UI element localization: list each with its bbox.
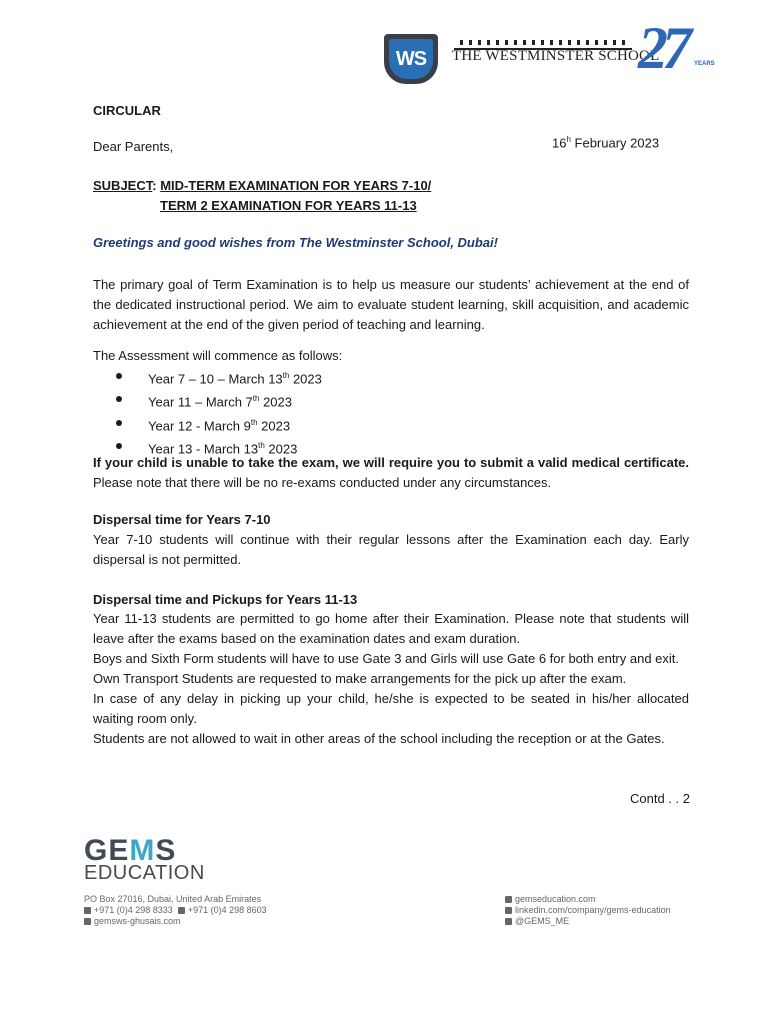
- pickup-paragraph-1: Year 11-13 students are permitted to go home after their Examination. Please note that students will leave after the exams based on the examination dates and exam duration.: [93, 611, 689, 646]
- medical-note-bold: If your child is unable to take the exam, we will require you to submit a valid medical certificate.: [93, 455, 689, 470]
- footer-social-left: [84, 916, 267, 927]
- anniversary-label: YEARS: [694, 61, 715, 67]
- social-icon: [505, 918, 512, 925]
- goal-paragraph: The primary goal of Term Examination is to help us measure our students’ achievement at the end of the dedicated instructional period. We aim to evaluate student learning, skill acquisition, and academic achievement at the end of the given period of teaching and learning.: [93, 277, 689, 332]
- list-item: Year 7 – 10 – March 13th 2023: [110, 366, 322, 389]
- pickup-paragraph-4: In case of any delay in picking up your child, he/she is expected to be seated in his/her allocated waiting room only.: [93, 691, 689, 726]
- letter-date: [552, 130, 659, 153]
- schedule-list: [110, 366, 322, 459]
- footer-contact-right: [505, 894, 671, 927]
- subject-label: SUBJECT: [93, 178, 153, 193]
- section-text-years-7-10: Year 7-10 students will continue with their regular lessons after the Examination each day. Early dispersal is not permitted.: [93, 532, 689, 567]
- footer-website[interactable]: gemseducation.com: [515, 894, 596, 904]
- list-item: Year 12 - March 9th 2023: [110, 413, 322, 436]
- pickup-paragraph-3: Own Transport Students are requested to make arrangements for the pick up after the exam.: [93, 671, 627, 686]
- footer-website-row: [505, 894, 671, 905]
- footer-contact-left: [84, 894, 267, 927]
- footer-handle-row: [505, 916, 671, 927]
- pickup-paragraph-2: Boys and Sixth Form students will have to use Gate 3 and Girls will use Gate 6 for both entry and exit.: [93, 651, 680, 666]
- footer-handle[interactable]: @GEMS_ME: [515, 916, 570, 926]
- subject-line-2: TERM 2 EXAMINATION FOR YEARS 11-13: [160, 198, 417, 213]
- section-heading-years-7-10: Dispersal time for Years 7-10: [93, 512, 271, 527]
- footer-linkedin[interactable]: linkedin.com/company/gems-education: [515, 905, 671, 915]
- bullet-icon: [116, 396, 122, 402]
- footer-phones: [84, 905, 267, 916]
- school-name: THE WESTMINSTER SCHOOL: [452, 48, 660, 64]
- footer-school-site[interactable]: gemsws-ghusais.com: [94, 916, 181, 926]
- circular-heading: CIRCULAR: [93, 103, 161, 118]
- continued-note: Contd . . 2: [630, 791, 690, 806]
- footer-linkedin-row: [505, 905, 671, 916]
- gems-logo-part-3: S: [155, 834, 177, 867]
- bullet-icon: [116, 373, 122, 379]
- salutation: Dear Parents,: [93, 139, 174, 154]
- ws-logo-text: WS: [389, 39, 433, 79]
- date-day: 16: [552, 135, 567, 151]
- gems-logo-part-1: GE: [84, 834, 130, 867]
- subject-line-1: [93, 176, 431, 196]
- section-heading-years-11-13: Dispersal time and Pickups for Years 11-13: [93, 592, 358, 607]
- anniversary-number: 27: [638, 15, 686, 81]
- date-month-year: February 2023: [570, 135, 660, 151]
- globe-icon: [505, 896, 512, 903]
- schedule-intro: The Assessment will commence as follows:: [93, 348, 343, 363]
- medical-note-rest: Please note that there will be no re-exams conducted under any circumstances.: [93, 475, 552, 490]
- footer-address: PO Box 27016, Dubai, United Arab Emirates: [84, 894, 262, 904]
- subject-colon: :: [152, 178, 161, 193]
- date-suffix: h: [566, 135, 571, 144]
- fax-icon: [178, 907, 185, 914]
- greeting: Greetings and good wishes from The Westminster School, Dubai!: [93, 235, 498, 250]
- bullet-icon: [116, 443, 122, 449]
- footer-phone: +971 (0)4 298 8333: [94, 905, 173, 915]
- gems-education-label: EDUCATION: [84, 862, 205, 884]
- web-icon: [84, 918, 91, 925]
- footer-fax: +971 (0)4 298 8603: [187, 905, 267, 915]
- gems-logo-part-2: M: [129, 834, 156, 867]
- ws-logo-shield: [384, 34, 438, 84]
- bullet-icon: [116, 420, 122, 426]
- pickup-paragraph-5: Students are not allowed to wait in other areas of the school including the reception or at the Gates.: [93, 731, 665, 746]
- list-item: Year 13 - March 13th 2023: [110, 436, 322, 459]
- phone-icon: [84, 907, 91, 914]
- list-item: Year 11 – March 7th 2023: [110, 389, 322, 412]
- subject-text-1: MID-TERM EXAMINATION FOR YEARS 7-10/: [160, 178, 432, 193]
- medical-certificate-note: [93, 453, 689, 493]
- section-text-years-11-13: [93, 609, 689, 749]
- linkedin-icon: [505, 907, 512, 914]
